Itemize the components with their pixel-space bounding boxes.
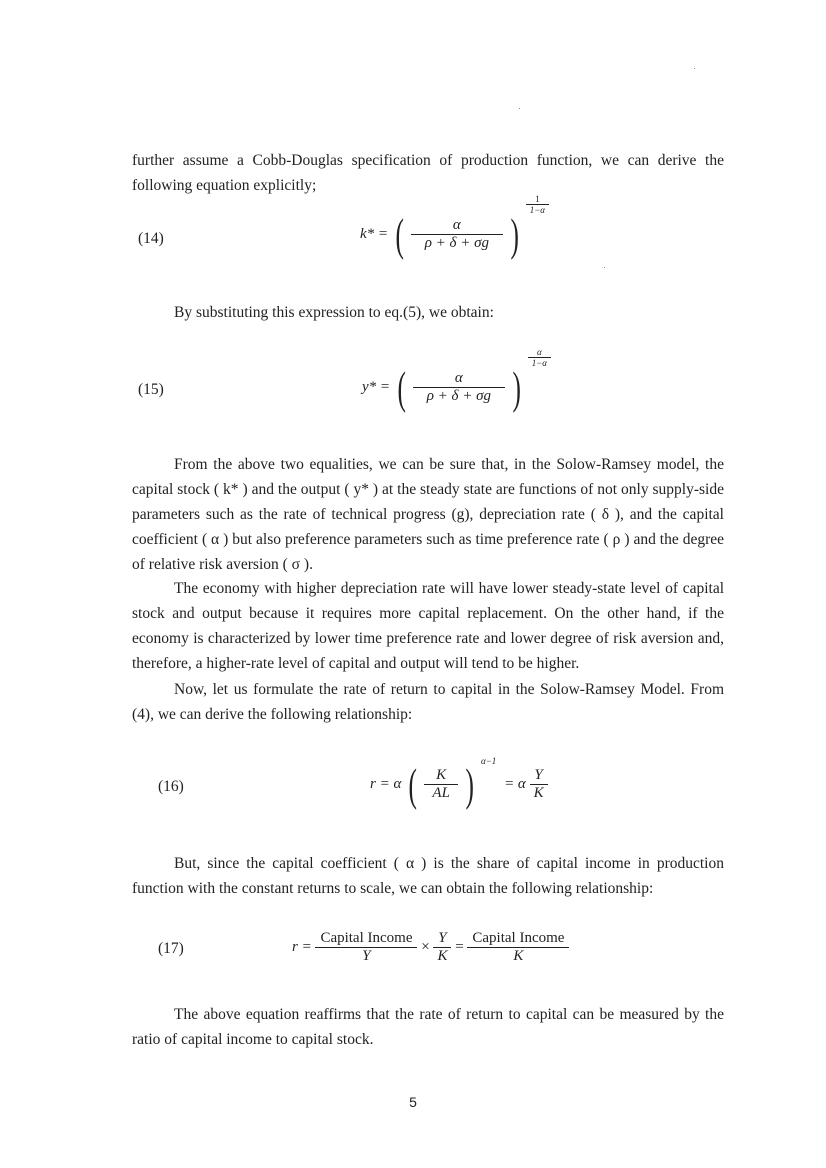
right-paren: ): [465, 759, 474, 810]
eq16-rhs-fraction: [530, 767, 548, 802]
scan-speck: [519, 108, 520, 109]
eq14-exp-num: 1: [535, 194, 540, 204]
eq16-mid: = α: [504, 775, 526, 792]
eq16-lhs: r = α: [370, 775, 402, 792]
times-sign: ×: [421, 938, 430, 955]
eq14-fraction: [411, 217, 503, 252]
eq16-inner-fraction: [424, 767, 458, 802]
paragraph-6: But, since the capital coefficient ( α ) is the share of capital income in production function with the constant returns to scale, we can obtain the following relationship:: [132, 855, 724, 897]
equation-16: [370, 758, 548, 811]
eq17-fraction-1: [315, 930, 417, 965]
eq15-fraction: [413, 370, 505, 405]
eq14-lhs: k* =: [360, 225, 389, 242]
eq16-exponent: α−1: [481, 756, 497, 766]
paragraph-5: Now, let us formulate the rate of return to capital in the Solow-Ramsey Model. From (4), we can derive the following relationship:: [132, 681, 724, 723]
eq15-denominator: ρ + δ + σg: [413, 387, 505, 405]
eq14-denominator: ρ + δ + σg: [411, 234, 503, 252]
equals-sign: =: [455, 938, 464, 955]
eq17-f3-den: K: [467, 947, 569, 965]
eq16-rhs-den: K: [530, 784, 548, 802]
equation-17: [292, 930, 569, 965]
paragraph-4: The economy with higher depreciation rate will have lower steady-state level of capital stock and output because it requires more capital replacement. On the other hand, if the economy is characterized by lower time preference rate and lower degree of risk aversion and, therefore, a higher-rate level of capital and output will tend to be higher.: [132, 580, 724, 672]
equation-14: [360, 194, 549, 261]
scan-speck: [694, 68, 695, 69]
right-paren: ): [512, 362, 521, 413]
eq15-lhs: y* =: [362, 378, 391, 395]
equation-15: [362, 347, 551, 414]
eq17-f3-num: Capital Income: [472, 930, 565, 946]
page-number: 5: [409, 1094, 417, 1110]
eq17-fraction-3: [467, 930, 569, 965]
paragraph-7: The above equation reaffirms that the rate of return to capital can be measured by the ratio of capital income to capital stock.: [132, 1006, 724, 1048]
eq15-exp-num: α: [536, 347, 542, 357]
eq15-numerator: α: [454, 370, 463, 386]
eq17-f1-num: Capital Income: [320, 930, 413, 946]
eq16-rhs-num: Y: [534, 767, 543, 783]
eq17-f1-den: Y: [315, 947, 417, 965]
right-paren: ): [510, 209, 519, 260]
eq14-exponent: [526, 194, 549, 215]
left-paren: (: [408, 759, 417, 810]
eq15-exp-den: 1−α: [528, 357, 551, 368]
eq16-inner-num: K: [436, 767, 447, 783]
paragraph-2: By substituting this expression to eq.(5), we obtain:: [174, 304, 494, 321]
left-paren: (: [395, 209, 404, 260]
eq17-f2-den: K: [433, 947, 451, 965]
eq17-lhs: r =: [292, 938, 312, 955]
paragraph-1: further assume a Cobb-Douglas specification of production function, we can derive the following equation explicitly;: [132, 152, 724, 194]
paragraph-3: From the above two equalities, we can be sure that, in the Solow-Ramsey model, the capital stock ( k* ) and the output ( y* ) at the steady state are functions of not only supply-side parameters such as the rate of technical progress (g), depreciation rate ( δ ), and the capital coefficient ( α ) but also preference parameters such as time preference rate ( ρ ) and the degree of relative risk aversion ( σ ).: [132, 456, 724, 573]
left-paren: (: [397, 362, 406, 413]
eq17-fraction-2: [433, 930, 451, 965]
eq15-exponent: [528, 347, 551, 368]
equation-number-15: (15): [138, 381, 164, 398]
equation-number-16: (16): [158, 778, 184, 795]
eq17-f2-num: Y: [438, 930, 447, 946]
eq16-inner-den: AL: [424, 784, 458, 802]
equation-number-17: (17): [158, 940, 184, 957]
eq14-exp-den: 1−α: [526, 204, 549, 215]
scan-speck: [604, 267, 605, 268]
equation-number-14: (14): [138, 230, 164, 247]
eq14-numerator: α: [452, 217, 461, 233]
